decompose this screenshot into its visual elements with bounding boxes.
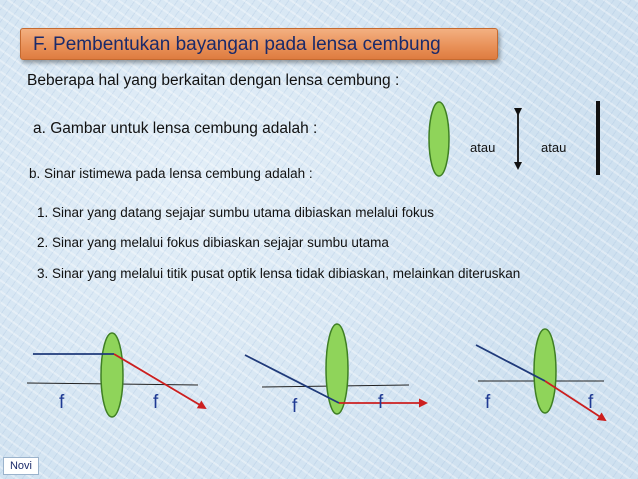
or-word-1: atau xyxy=(470,140,496,155)
slide-title: F. Pembentukan bayangan pada lensa cembung xyxy=(20,28,498,60)
or-word-2: atau xyxy=(541,140,567,155)
transmitted-ray-3 xyxy=(545,381,605,420)
focus-label-1a: f xyxy=(59,392,65,413)
convex-lens-icon xyxy=(429,102,449,176)
lens-2 xyxy=(326,324,348,414)
focus-label-3b: f xyxy=(588,392,594,413)
focus-label-2a: f xyxy=(292,396,298,417)
intro-text: Beberapa hal yang berkaitan dengan lensa cembung : xyxy=(27,72,400,89)
ray-diagram-3 xyxy=(476,329,605,420)
focus-label-3a: f xyxy=(485,392,491,413)
lens-1 xyxy=(101,333,123,417)
lens-3 xyxy=(534,329,556,413)
focus-label-2b: f xyxy=(378,392,384,413)
focus-label-1b: f xyxy=(153,392,159,413)
ray-diagram-1 xyxy=(27,333,205,417)
item-b-text: b. Sinar istimewa pada lensa cembung adalah : xyxy=(29,166,313,181)
refracted-ray-1 xyxy=(114,354,205,408)
ray-diagram-2 xyxy=(245,324,426,414)
author-badge: Novi xyxy=(3,457,39,475)
ray-rule-3: 3. Sinar yang melalui titik pusat optik lensa tidak dibiaskan, melainkan diteruskan xyxy=(37,266,521,281)
ray-rule-1: 1. Sinar yang datang sejajar sumbu utama dibiaskan melalui fokus xyxy=(37,205,434,220)
item-a-text: a. Gambar untuk lensa cembung adalah : xyxy=(33,120,318,137)
ray-rule-2: 2. Sinar yang melalui fokus dibiaskan sejajar sumbu utama xyxy=(37,235,389,250)
